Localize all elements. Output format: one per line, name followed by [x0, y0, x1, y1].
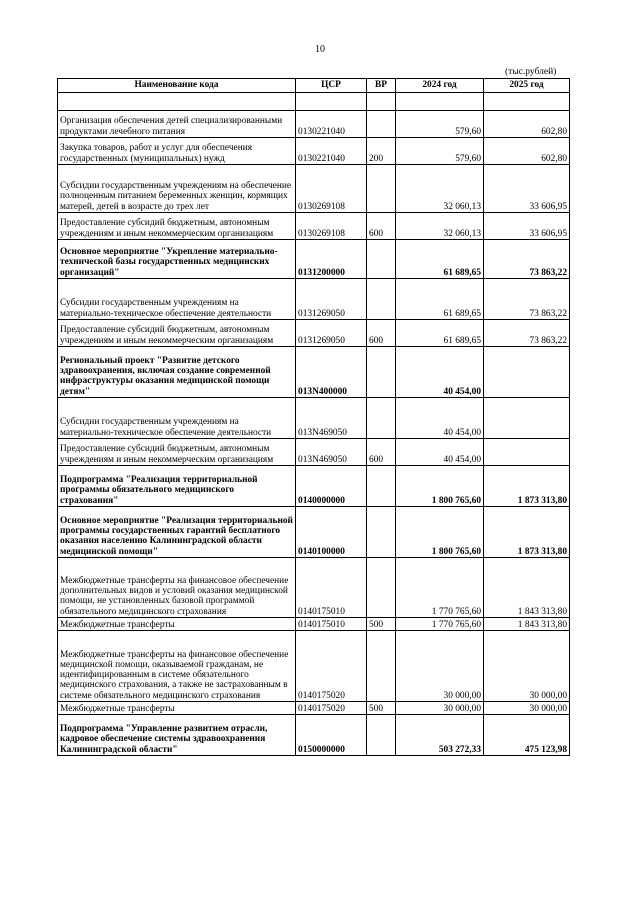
- row-name-cell: Закупка товаров, работ и услуг для обеспечения государственных (муниципальных) нужд: [58, 138, 296, 165]
- row-vr-cell: [367, 631, 396, 702]
- row-vr-cell: [367, 279, 396, 320]
- row-2024-cell: 1 800 765,60: [396, 466, 484, 507]
- table-row: [58, 715, 570, 756]
- row-csr-cell: 0140100000: [296, 507, 367, 558]
- row-2025-cell: 30 000,00: [484, 631, 570, 702]
- table-row: [58, 466, 570, 507]
- row-name-cell: Основное мероприятие "Укрепление материально-технической базы государственных медицинских организаций": [58, 240, 296, 279]
- table-row: [58, 631, 570, 702]
- row-csr-cell: [296, 93, 367, 111]
- row-name-cell: Предоставление субсидий бюджетным, автономным учреждениям и иным некоммерческим организациям: [58, 213, 296, 240]
- row-vr-cell: [367, 347, 396, 398]
- row-name-cell: [58, 93, 296, 111]
- row-2024-cell: [396, 93, 484, 111]
- row-vr-cell: [367, 111, 396, 138]
- row-2025-cell: [484, 93, 570, 111]
- row-csr-cell: 0140175010: [296, 558, 367, 618]
- row-name-cell: Предоставление субсидий бюджетным, автономным учреждениям и иным некоммерческим организациям: [58, 439, 296, 466]
- row-2025-cell: 602,80: [484, 111, 570, 138]
- table-row: [58, 165, 570, 213]
- row-2024-cell: 61 689,65: [396, 279, 484, 320]
- row-2024-cell: 32 060,13: [396, 213, 484, 240]
- row-2025-cell: 73 863,22: [484, 320, 570, 347]
- row-name-cell: Основное мероприятие "Реализация территориальной программы государственных гарантий бесплатного оказания населению Калининградской области медицинской помощи": [58, 507, 296, 558]
- row-2024-cell: 32 060,13: [396, 165, 484, 213]
- row-2025-cell: 73 863,22: [484, 240, 570, 279]
- units-label: (тыс.рублей): [505, 67, 557, 77]
- row-vr-cell: 500: [367, 702, 396, 715]
- page-number: 10: [315, 44, 325, 55]
- col-header-2025: 2025 год: [484, 79, 570, 93]
- row-2024-cell: 1 770 765,60: [396, 618, 484, 631]
- row-2025-cell: 1 873 313,80: [484, 466, 570, 507]
- row-2025-cell: 33 606,95: [484, 165, 570, 213]
- row-name-cell: Межбюджетные трансферты на финансовое обеспечение медицинской помощи, оказываемой гражданам, не идентифицированным в системе обязательного медицинского страхования, а также не застрахованным в системе обязательного медицинского страхования: [58, 631, 296, 702]
- col-header-name: Наименование кода: [58, 79, 296, 93]
- row-csr-cell: 0131269050: [296, 279, 367, 320]
- row-2024-cell: 1 770 765,60: [396, 558, 484, 618]
- row-csr-cell: 0140175020: [296, 631, 367, 702]
- row-vr-cell: [367, 558, 396, 618]
- row-vr-cell: 600: [367, 439, 396, 466]
- row-2025-cell: 30 000,00: [484, 702, 570, 715]
- row-name-cell: Организация обеспечения детей специализированными продуктами лечебного питания: [58, 111, 296, 138]
- row-vr-cell: [367, 165, 396, 213]
- row-2024-cell: 30 000,00: [396, 631, 484, 702]
- row-csr-cell: 0130221040: [296, 111, 367, 138]
- table-row: [58, 138, 570, 165]
- row-2024-cell: 40 454,00: [396, 439, 484, 466]
- table-row: [58, 507, 570, 558]
- table-row: [58, 618, 570, 631]
- row-2024-cell: 503 272,33: [396, 715, 484, 756]
- row-vr-cell: 600: [367, 213, 396, 240]
- row-csr-cell: 0140000000: [296, 466, 367, 507]
- row-name-cell: Межбюджетные трансферты: [58, 702, 296, 715]
- row-name-cell: Региональный проект "Развитие детского здравоохранения, включая создание современной инфраструктуры оказания медицинской помощи детям": [58, 347, 296, 398]
- row-2025-cell: [484, 347, 570, 398]
- table-row: [58, 279, 570, 320]
- table-row: [58, 93, 570, 111]
- row-vr-cell: [367, 398, 396, 439]
- table-row: [58, 558, 570, 618]
- table-row: [58, 320, 570, 347]
- row-name-cell: Межбюджетные трансферты на финансовое обеспечение дополнительных видов и условий оказания медицинской помощи, не установленных базовой программой обязательного медицинского страхования: [58, 558, 296, 618]
- table-row: [58, 347, 570, 398]
- row-name-cell: Субсидии государственным учреждениям на обеспечение полноценным питанием беременных женщин, кормящих матерей, детей в возрасте до трех лет: [58, 165, 296, 213]
- row-2024-cell: 40 454,00: [396, 398, 484, 439]
- row-name-cell: Предоставление субсидий бюджетным, автономным учреждениям и иным некоммерческим организациям: [58, 320, 296, 347]
- row-vr-cell: [367, 240, 396, 279]
- table-row: [58, 398, 570, 439]
- row-2025-cell: 602,80: [484, 138, 570, 165]
- row-2025-cell: 475 123,98: [484, 715, 570, 756]
- row-2024-cell: 61 689,65: [396, 240, 484, 279]
- row-2024-cell: 579,60: [396, 111, 484, 138]
- row-2024-cell: 61 689,65: [396, 320, 484, 347]
- col-header-vr: ВР: [367, 79, 396, 93]
- row-csr-cell: 0131200000: [296, 240, 367, 279]
- row-csr-cell: 013N469050: [296, 398, 367, 439]
- row-csr-cell: 0130221040: [296, 138, 367, 165]
- row-vr-cell: 200: [367, 138, 396, 165]
- row-csr-cell: 0140175010: [296, 618, 367, 631]
- row-2024-cell: 30 000,00: [396, 702, 484, 715]
- row-2025-cell: [484, 398, 570, 439]
- row-2025-cell: 1 873 313,80: [484, 507, 570, 558]
- row-vr-cell: 500: [367, 618, 396, 631]
- table-row: [58, 240, 570, 279]
- budget-table: [57, 78, 570, 756]
- row-vr-cell: [367, 507, 396, 558]
- row-2025-cell: 1 843 313,80: [484, 558, 570, 618]
- row-csr-cell: 013N400000: [296, 347, 367, 398]
- row-name-cell: Субсидии государственным учреждениям на материально-техническое обеспечение деятельности: [58, 398, 296, 439]
- row-csr-cell: 013N469050: [296, 439, 367, 466]
- row-name-cell: Субсидии государственным учреждениям на материально-техническое обеспечение деятельности: [58, 279, 296, 320]
- col-header-csr: ЦСР: [296, 79, 367, 93]
- table-row: [58, 702, 570, 715]
- row-2024-cell: 579,60: [396, 138, 484, 165]
- row-2025-cell: 33 606,95: [484, 213, 570, 240]
- row-vr-cell: 600: [367, 320, 396, 347]
- row-csr-cell: 0131269050: [296, 320, 367, 347]
- row-2025-cell: 73 863,22: [484, 279, 570, 320]
- row-csr-cell: 0140175020: [296, 702, 367, 715]
- table-row: [58, 439, 570, 466]
- row-vr-cell: [367, 93, 396, 111]
- row-csr-cell: 0130269108: [296, 213, 367, 240]
- row-vr-cell: [367, 466, 396, 507]
- row-2024-cell: 1 800 765,60: [396, 507, 484, 558]
- table-row: [58, 111, 570, 138]
- row-2024-cell: 40 454,00: [396, 347, 484, 398]
- col-header-2024: 2024 год: [396, 79, 484, 93]
- row-2025-cell: 1 843 313,80: [484, 618, 570, 631]
- row-name-cell: Подпрограмма "Управление развитием отрасли, кадровое обеспечение системы здравоохранения Калининградской области": [58, 715, 296, 756]
- row-name-cell: Подпрограмма "Реализация территориальной программы обязательного медицинского страхования": [58, 466, 296, 507]
- table-row: [58, 213, 570, 240]
- header-row: [58, 79, 570, 93]
- row-vr-cell: [367, 715, 396, 756]
- row-name-cell: Межбюджетные трансферты: [58, 618, 296, 631]
- row-csr-cell: 0150000000: [296, 715, 367, 756]
- row-csr-cell: 0130269108: [296, 165, 367, 213]
- row-2025-cell: [484, 439, 570, 466]
